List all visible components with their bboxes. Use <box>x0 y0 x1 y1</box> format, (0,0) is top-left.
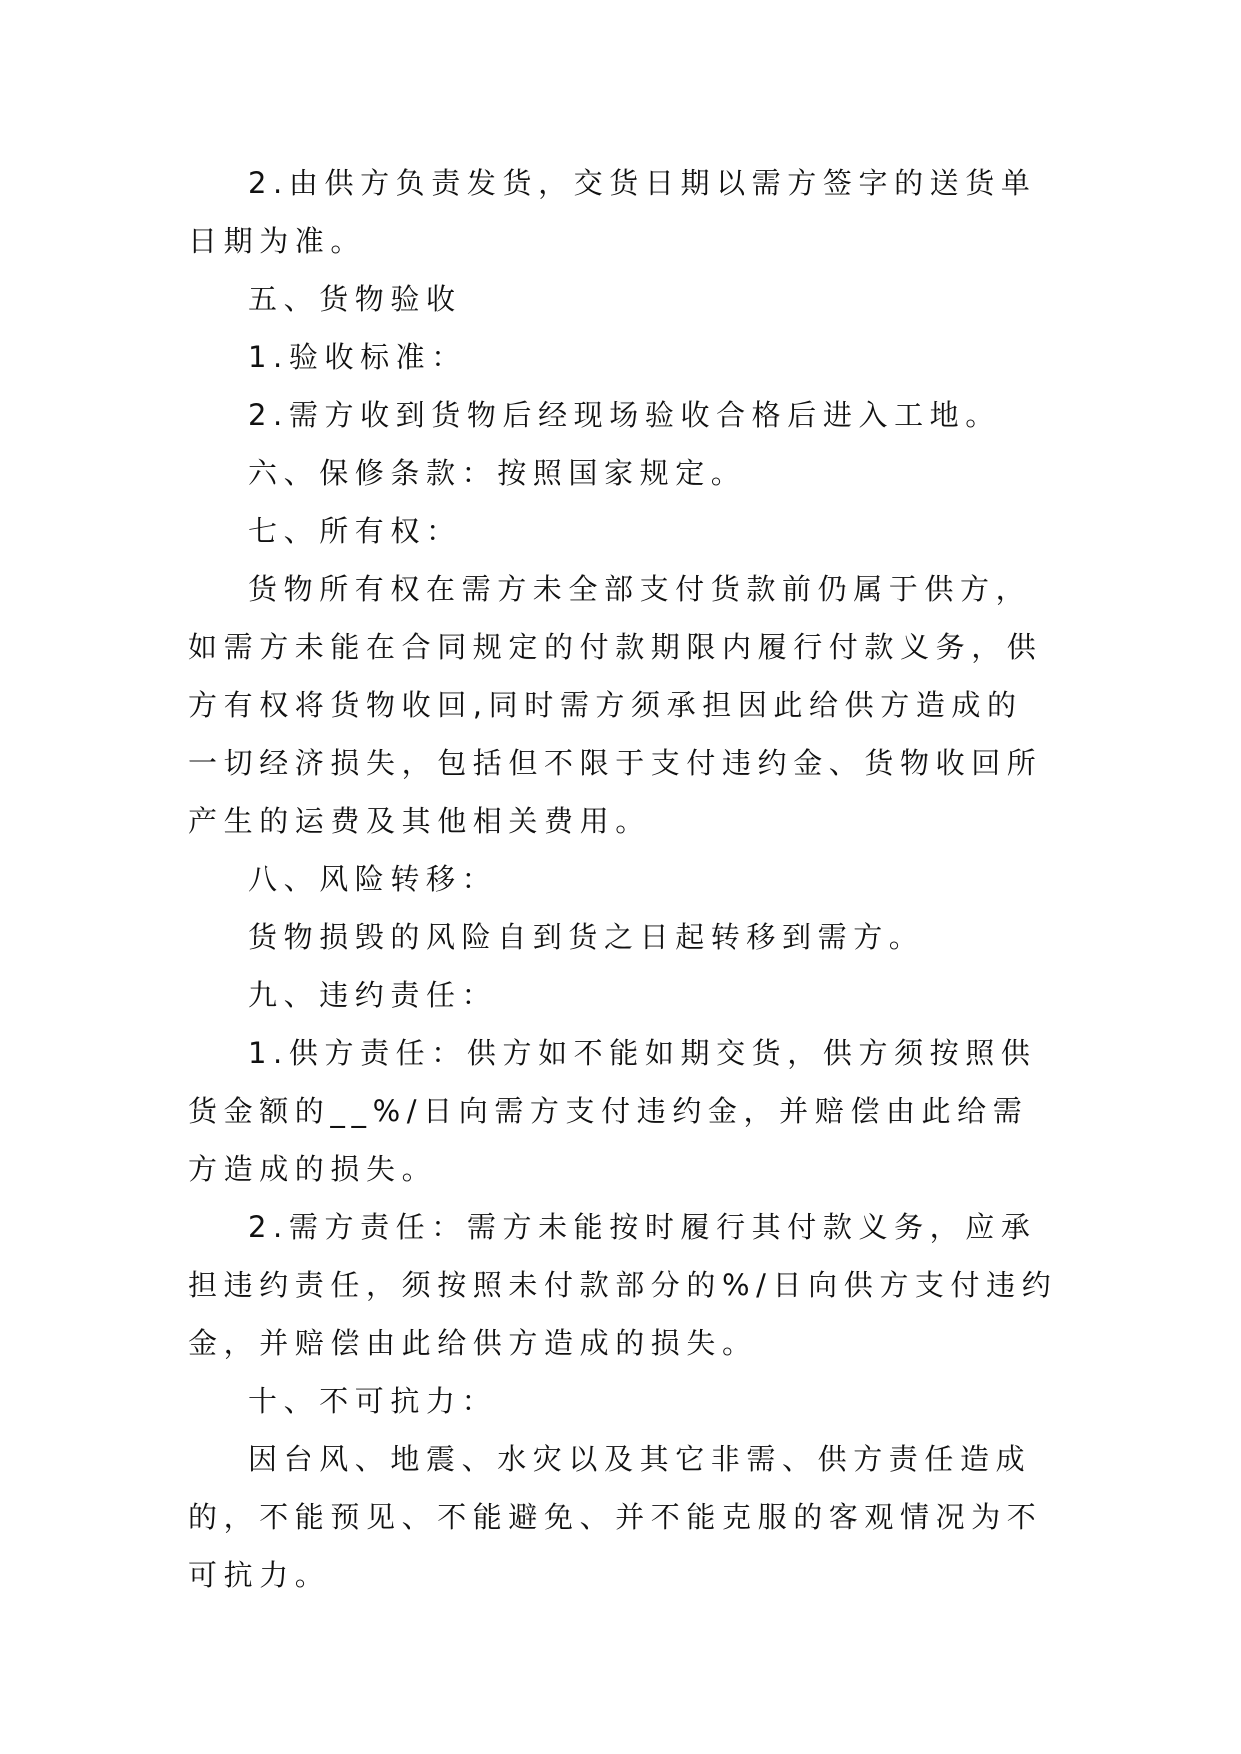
paragraph-supplier-liability: 1.供方责任：供方如不能如期交货，供方须按照供货金额的__%/日向需方支付违约金，并赔偿由此给需方造成的损失。 <box>188 1036 1037 1186</box>
heading-ownership: 七、所有权： <box>248 514 462 548</box>
paragraph-delivery-clause: 2.由供方负责发货，交货日期以需方签字的送货单日期为准。 <box>188 166 1037 258</box>
paragraph-buyer-liability: 2.需方责任：需方未能按时履行其付款义务，应承担违约责任，须按照未付款部分的%/日向供方支付违约金，并赔偿由此给供方造成的损失。 <box>188 1210 1058 1360</box>
paragraph-ownership: 货物所有权在需方未全部支付货款前仍属于供方，如需方未能在合同规定的付款期限内履行付款义务，供方有权将货物收回,同时需方须承担因此给供方造成的一切经济损失，包括但不限于支付违约金、货物收回所产生的运费及其他相关费用。 <box>188 572 1043 838</box>
heading-breach-liability: 九、违约责任： <box>248 978 498 1012</box>
heading-warranty: 六、保修条款：按照国家规定。 <box>248 456 747 490</box>
document-body <box>188 154 1058 1604</box>
heading-goods-acceptance: 五、货物验收 <box>248 282 462 316</box>
paragraph-force-majeure: 因台风、地震、水灾以及其它非需、供方责任造成的，不能预见、不能避免、并不能克服的客观情况为不可抗力。 <box>188 1442 1043 1592</box>
paragraph-risk-transfer: 货物损毁的风险自到货之日起转移到需方。 <box>248 920 925 954</box>
heading-risk-transfer: 八、风险转移： <box>248 862 498 896</box>
paragraph-acceptance-standard: 1.验收标准： <box>248 340 467 374</box>
paragraph-site-acceptance: 2.需方收到货物后经现场验收合格后进入工地。 <box>248 398 1001 432</box>
heading-force-majeure: 十、不可抗力： <box>248 1384 498 1418</box>
